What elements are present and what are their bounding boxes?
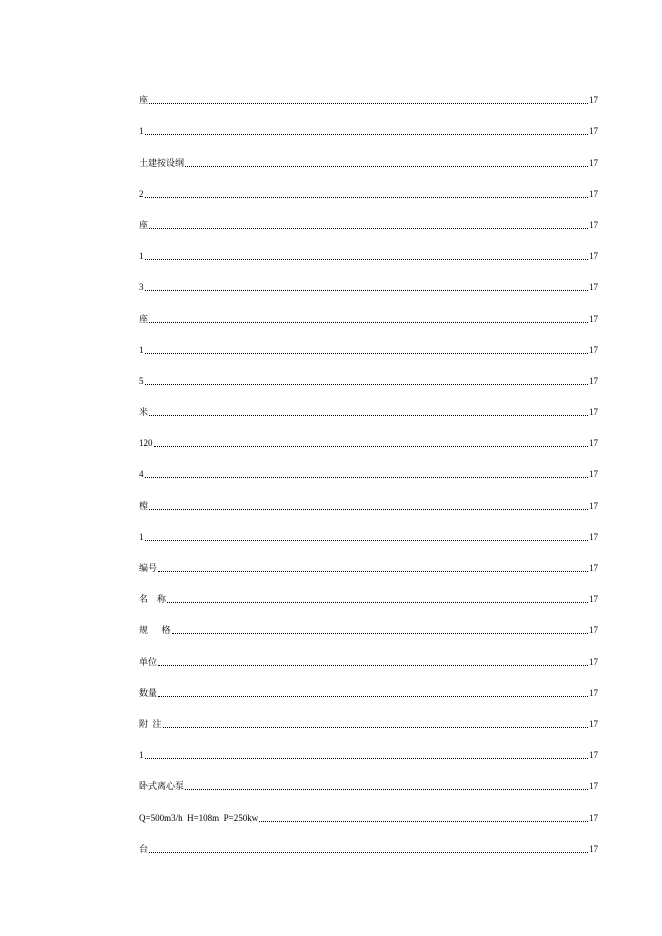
dot-leader [158,571,588,572]
toc-entry-page-number: 17 [589,375,598,386]
toc-entry[interactable] [139,494,598,525]
toc-entry[interactable] [139,151,598,182]
toc-entry-label: 1 [139,750,144,761]
toc-entry-label: 座 [139,219,149,230]
toc-entry[interactable] [139,89,598,120]
dot-leader [185,166,588,167]
toc-entry-page-number: 17 [589,843,598,854]
toc-entry[interactable] [139,588,598,619]
toc-entry[interactable] [139,806,598,837]
dot-leader [145,540,589,541]
dot-leader [149,322,588,323]
toc-entry-label: 座 [139,95,149,106]
toc-entry-label: 1 [139,251,144,262]
toc-entry[interactable] [139,775,598,806]
dot-leader [145,134,589,135]
toc-entry-label: 4 [139,469,144,480]
dot-leader [149,852,588,853]
toc-entry[interactable] [139,120,598,151]
dot-leader [145,259,589,260]
toc-entry[interactable] [139,401,598,432]
toc-entry[interactable] [139,276,598,307]
toc-entry-label: 规 格 [139,625,171,636]
toc-entry-page-number: 17 [589,687,598,698]
toc-entry-page-number: 17 [589,407,598,418]
dot-leader [167,602,588,603]
toc-entry[interactable] [139,307,598,338]
toc-entry-page-number: 17 [589,469,598,480]
toc-entry-label: Q=500m3/h H=108m P=250kw [139,812,259,823]
toc-entry-page-number: 17 [589,656,598,667]
dot-leader [149,103,588,104]
toc-entry-label: 编号 [139,563,158,573]
toc-entry-label: 卧式离心泵 [139,781,185,792]
toc-entry-label: 1 [139,126,144,137]
toc-entry-page-number: 17 [589,625,598,636]
dot-leader [145,290,589,291]
toc-entry[interactable] [139,339,598,370]
toc-entry-page-number: 17 [589,563,598,573]
toc-entry[interactable] [139,682,598,713]
toc-entry-label: 座 [139,313,149,324]
toc-entry-label: 台 [139,843,149,854]
toc-entry-label: 单位 [139,656,158,667]
toc-entry-label: 3 [139,282,144,293]
toc-entry[interactable] [139,650,598,681]
toc-entry-page-number: 17 [589,188,598,199]
toc-entry-label: 1 [139,531,144,542]
toc-entry-page-number: 17 [589,781,598,792]
dot-leader [149,509,588,510]
dot-leader [145,477,589,478]
toc-entry[interactable] [139,463,598,494]
toc-entry-page-number: 17 [589,282,598,293]
toc-entry-page-number: 17 [589,438,598,449]
dot-leader [158,665,588,666]
toc-entry-label: 5 [139,375,144,386]
toc-entry[interactable] [139,619,598,650]
toc-entry[interactable] [139,432,598,463]
dot-leader [145,758,589,759]
toc-entry[interactable] [139,370,598,401]
toc-entry-page-number: 17 [589,219,598,230]
toc-entry-page-number: 17 [589,718,598,729]
dot-leader [154,446,589,447]
toc-entry[interactable] [139,183,598,214]
toc-entry[interactable] [139,557,598,588]
dot-leader [185,789,588,790]
toc-entry[interactable] [139,526,598,557]
dot-leader [163,727,588,728]
toc-entry-label: 2 [139,188,144,199]
toc-entry-page-number: 17 [589,126,598,137]
toc-entry-label: 附 注 [139,718,162,729]
toc-entry-label: 土建按设纲 [139,157,185,168]
toc-entry[interactable] [139,744,598,775]
toc-entry-label: 1 [139,344,144,355]
dot-leader [158,696,588,697]
toc-entry-page-number: 17 [589,812,598,823]
table-of-contents [139,89,598,869]
toc-entry[interactable] [139,838,598,869]
toc-entry-label: 名 称 [139,594,167,605]
toc-entry-page-number: 17 [589,531,598,542]
toc-entry-page-number: 17 [589,313,598,324]
toc-entry[interactable] [139,214,598,245]
toc-entry-label: 数量 [139,687,158,698]
dot-leader [172,633,588,634]
dot-leader [145,384,589,385]
toc-entry-label: 樘 [139,500,149,511]
toc-entry[interactable] [139,245,598,276]
toc-entry-page-number: 17 [589,500,598,511]
toc-entry-page-number: 17 [589,157,598,168]
toc-entry-page-number: 17 [589,344,598,355]
dot-leader [145,197,589,198]
toc-entry[interactable] [139,713,598,744]
toc-entry-page-number: 17 [589,95,598,106]
dot-leader [149,415,588,416]
toc-entry-page-number: 17 [589,594,598,605]
dot-leader [149,228,588,229]
dot-leader [145,353,589,354]
dot-leader [259,821,588,822]
toc-entry-page-number: 17 [589,251,598,262]
toc-entry-page-number: 17 [589,750,598,761]
toc-entry-label: 120 [139,438,153,449]
toc-entry-label: 米 [139,407,149,418]
